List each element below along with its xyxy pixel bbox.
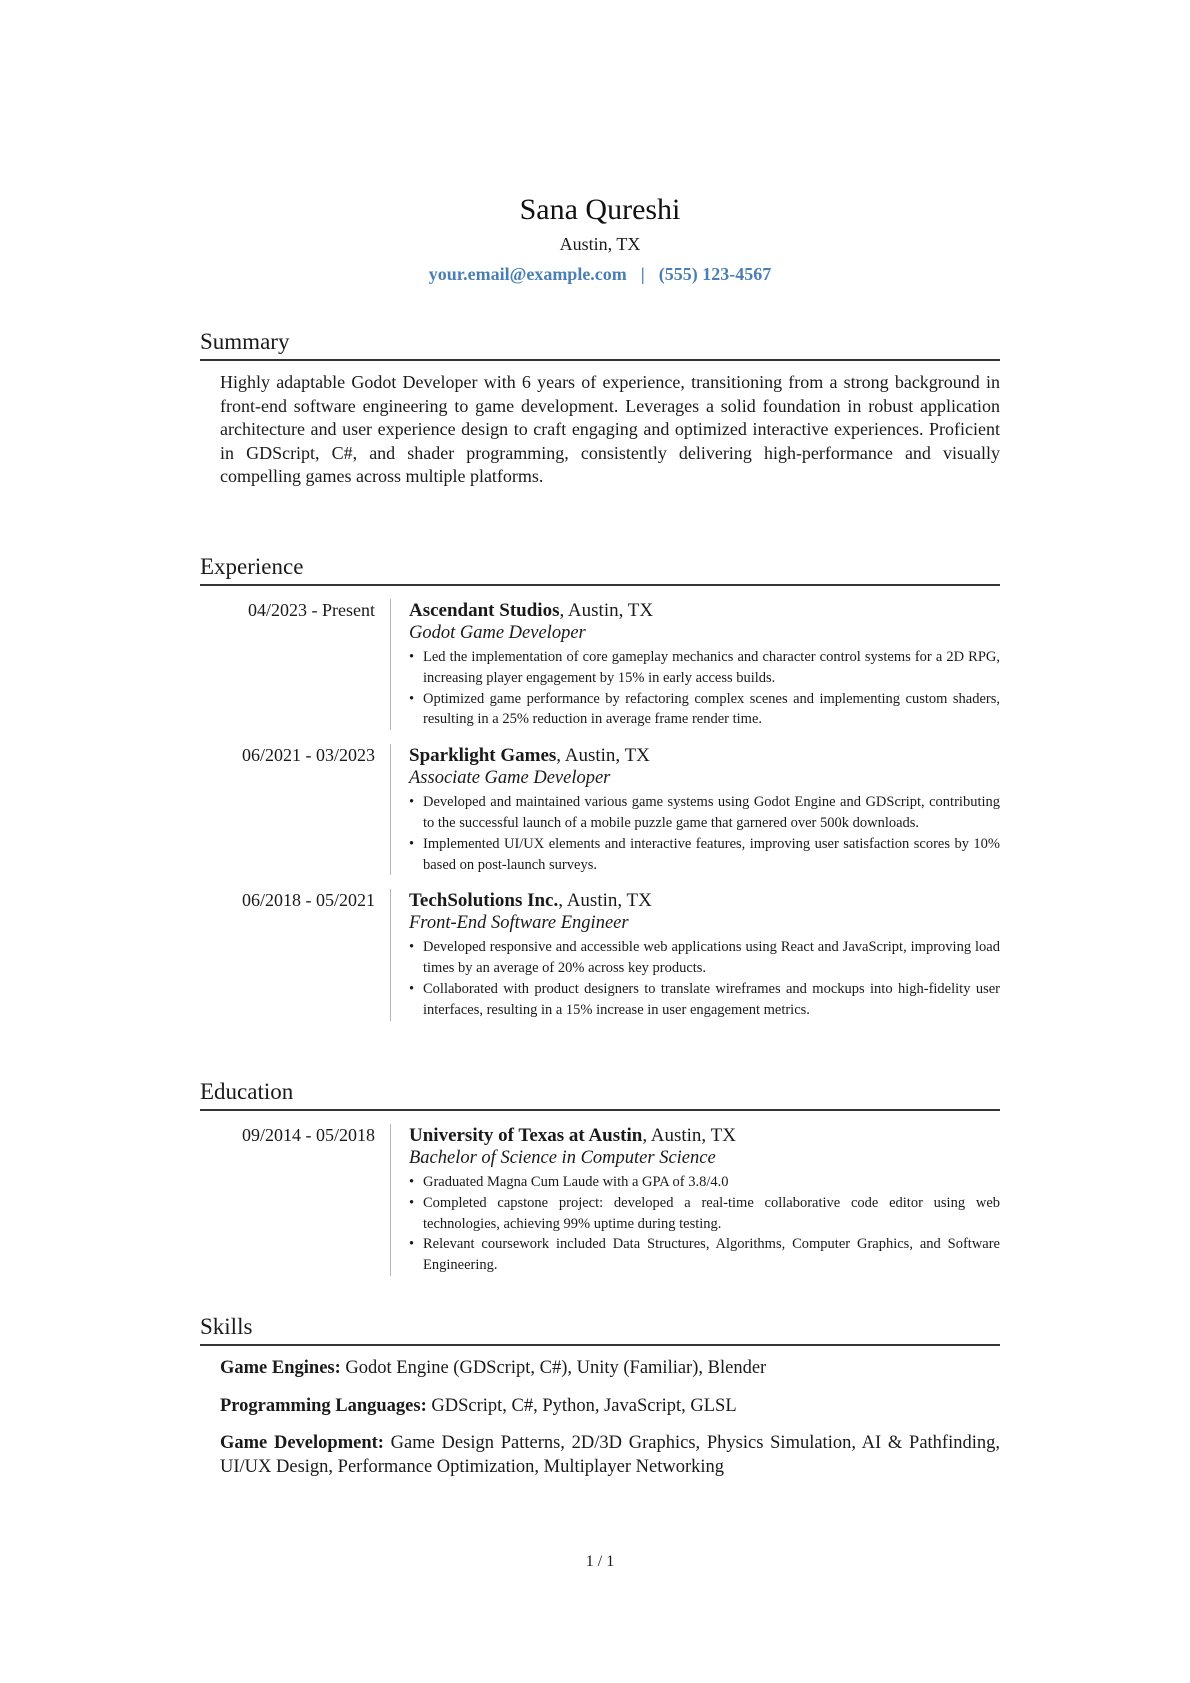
entry-body	[390, 1124, 1000, 1276]
experience-entry	[200, 889, 1000, 1020]
entry-organization	[409, 889, 1000, 912]
bullet-icon: •	[409, 835, 415, 852]
candidate-location: Austin, TX	[559, 234, 641, 254]
skill-row	[220, 1432, 1000, 1479]
experience-section	[200, 553, 1000, 1021]
bullet-text: Completed capstone project: developed a real-time collaborative code editor using web technologies, achieving 99% uptime during testing.	[423, 1194, 1000, 1232]
entry-role: Godot Game Developer	[409, 623, 586, 643]
entry-org-name: TechSolutions Inc.	[409, 890, 559, 912]
skill-row	[220, 1357, 1000, 1381]
entry-org-location: , Austin, TX	[642, 1125, 736, 1146]
bullet-icon: •	[409, 980, 415, 997]
experience-entry	[200, 599, 1000, 730]
bullet-text: Graduated Magna Cum Laude with a GPA of 3.8/4.0	[423, 1174, 729, 1190]
entry-role: Front-End Software Engineer	[409, 913, 629, 934]
entry-bullets	[409, 937, 1000, 1020]
bullet-item	[409, 1234, 1000, 1276]
email-link[interactable]: your.email@example.com	[428, 264, 627, 284]
summary-heading: Summary	[200, 328, 1000, 361]
candidate-name: Sana Qureshi	[519, 193, 681, 226]
entry-bullets	[409, 647, 1000, 730]
bullet-text: Developed responsive and accessible web applications using React and JavaScript, improving load times by an average of 20% across key products.	[423, 939, 1000, 977]
skills-heading: Skills	[200, 1313, 1000, 1346]
education-section	[200, 1078, 1000, 1276]
entry-organization	[409, 1124, 1000, 1147]
entry-organization	[409, 599, 1000, 622]
entry-role: Bachelor of Science in Computer Science	[409, 1148, 716, 1168]
bullet-item	[409, 834, 1000, 876]
bullet-icon: •	[409, 690, 415, 707]
entry-org-location: , Austin, TX	[559, 600, 654, 621]
bullet-item	[409, 689, 1000, 731]
bullet-item	[409, 1193, 1000, 1235]
education-entry	[200, 1124, 1000, 1276]
bullet-icon: •	[409, 1174, 415, 1190]
entry-org-name: University of Texas at Austin	[409, 1125, 643, 1146]
bullet-text: Relevant coursework included Data Structures, Algorithms, Computer Graphics, and Software Engineering.	[423, 1236, 1000, 1274]
phone-link[interactable]: (555) 123-4567	[658, 264, 772, 284]
summary-section	[200, 328, 1000, 489]
entry-role: Associate Game Developer	[409, 768, 611, 789]
entry-bullets	[409, 792, 1000, 875]
experience-heading: Experience	[200, 553, 1000, 586]
entry-org-location: , Austin, TX	[556, 745, 650, 767]
entry-org-location: , Austin, TX	[558, 890, 652, 912]
bullet-item	[409, 647, 1000, 689]
bullet-item	[409, 937, 1000, 979]
skills-section	[200, 1313, 1000, 1479]
entry-body	[390, 744, 1000, 875]
bullet-text: Implemented UI/UX elements and interactive features, improving user satisfaction scores by 10% based on post-launch surveys.	[423, 835, 1000, 873]
bullet-icon: •	[409, 1194, 415, 1211]
summary-text: Highly adaptable Godot Developer with 6 years of experience, transitioning from a strong background in front-end software engineering to game development. Leverages a solid foundation in robust application architecture and user experience design to craft engaging and optimized interactive experiences. Proficient in GDScript, C#, and shader programming, consistently delivering high-performance and visually compelling games across multiple platforms.	[220, 372, 1000, 486]
skill-label: Game Engines:	[220, 1358, 341, 1378]
skill-value: Godot Engine (GDScript, C#), Unity (Familiar), Blender	[340, 1358, 767, 1378]
bullet-text: Collaborated with product designers to translate wireframes and mockups into high-fidelity user interfaces, resulting in a 15% increase in user engagement metrics.	[423, 980, 1000, 1018]
entry-body	[390, 599, 1000, 730]
contact-separator: |	[640, 264, 645, 284]
bullet-icon: •	[409, 1236, 415, 1253]
bullet-text: Developed and maintained various game systems using Godot Engine and GDScript, contributing to the successful launch of a mobile puzzle game that garnered over 500k downloads.	[423, 794, 1000, 831]
experience-entry	[200, 744, 1000, 875]
entry-date: 04/2023 - Present	[248, 600, 375, 620]
bullet-item	[409, 792, 1000, 834]
skill-value: Game Design Patterns, 2D/3D Graphics, Physics Simulation, AI & Pathfinding, UI/UX Design, Performance Optimization, Multiplayer Networking	[220, 1433, 1000, 1477]
education-heading: Education	[200, 1078, 1000, 1111]
bullet-item	[409, 1172, 1000, 1193]
contact-line	[0, 260, 1190, 288]
bullet-item	[409, 979, 1000, 1021]
entry-date: 06/2018 - 05/2021	[242, 890, 375, 911]
page-number: 1 / 1	[585, 1553, 615, 1570]
bullet-text: Led the implementation of core gameplay mechanics and character control systems for a 2D RPG, increasing player engagement by 15% in early access builds.	[423, 649, 1000, 686]
skill-label: Game Development:	[220, 1433, 384, 1453]
entry-body	[390, 889, 1000, 1020]
skill-label: Programming Languages:	[220, 1395, 427, 1416]
skill-row	[220, 1395, 1000, 1419]
entry-organization	[409, 744, 1000, 767]
bullet-icon: •	[409, 794, 415, 811]
bullet-icon: •	[409, 649, 415, 665]
entry-bullets	[409, 1172, 1000, 1276]
skill-value: GDScript, C#, Python, JavaScript, GLSL	[426, 1395, 737, 1416]
entry-date: 06/2021 - 03/2023	[242, 745, 375, 766]
bullet-text: Optimized game performance by refactoring complex scenes and implementing custom shaders, resulting in a 25% reduction in average frame render time.	[423, 690, 1000, 728]
entry-date: 09/2014 - 05/2018	[242, 1125, 375, 1145]
bullet-icon: •	[409, 939, 415, 956]
entry-org-name: Ascendant Studios	[409, 600, 560, 621]
entry-org-name: Sparklight Games	[409, 745, 557, 767]
resume-header	[0, 190, 1190, 288]
